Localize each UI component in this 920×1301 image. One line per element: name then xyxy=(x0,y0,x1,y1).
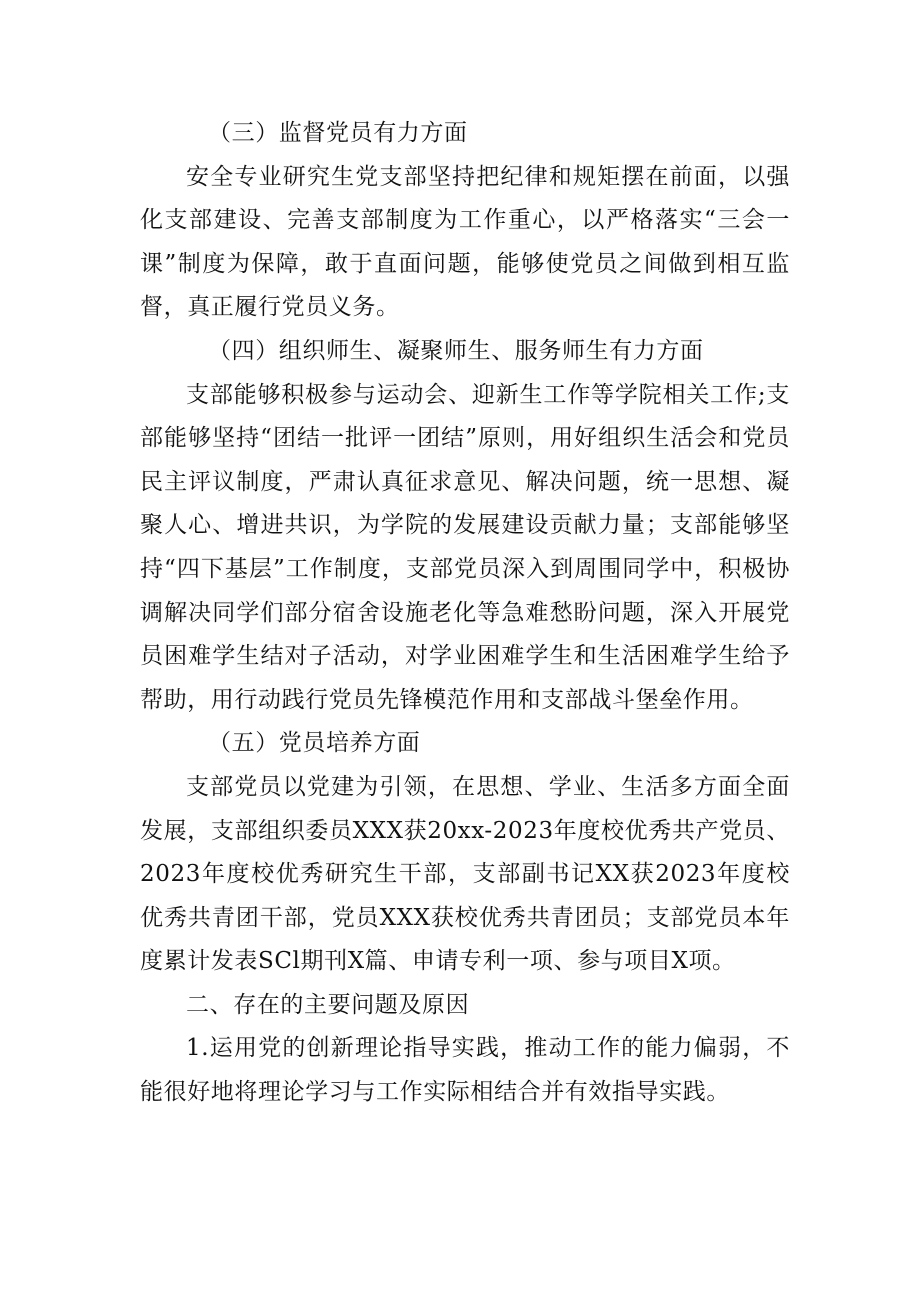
section-paragraph-organize-serve: 支部能够积极参与运动会、迎新生工作等学院相关工作;支部能够坚持“团结一批评一团结”原则，用好组织生活会和党员民主评议制度，严肃认真征求意见、解决问题，统一思想、凝聚人心、增进共识，为学院的发展建设贡献力量；支部能够坚持“四下基层”工作制度，支部党员深入到周围同学中，积极协调解决同学们部分宿舍设施老化等急难愁盼问题，深入开展党员困难学生结对子活动，对学业困难学生和生活困难学生给予帮助，用行动践行党员先锋模范作用和支部战斗堡垒作用。 xyxy=(140,381,790,713)
section-heading-supervision: （三）监督党员有力方面 xyxy=(208,120,468,146)
section-heading-organize-serve: （四）组织师生、凝聚师生、服务师生有力方面 xyxy=(208,337,704,364)
section-heading-member-training: （五）党员培养方面 xyxy=(208,730,421,757)
section-paragraph-member-training: 支部党员以党建为引领，在思想、学业、生活多方面全面发展，支部组织委员XXX获20xx-2023年度校优秀共产党员、2023年度校优秀研究生干部，支部副书记XX获2023年度校优秀共青团干部，党员XXX获校优秀共青团员；支部党员本年度累计发表SCl期刊X篇、申请专利一项、参与项目X项。 xyxy=(140,773,790,975)
section-paragraph-supervision: 安全专业研究生党支部坚持把纪律和规矩摆在前面，以强化支部建设、完善支部制度为工作重心，以严格落实“三会一课”制度为保障，敢于直面问题，能够使党员之间做到相互监督，真正履行党员义务。 xyxy=(140,163,790,321)
document-body xyxy=(140,112,790,1115)
problem-item-1: 1.运用党的创新理论指导实践，推动工作的能力偏弱，不能很好地将理论学习与工作实际相结合并有效指导实践。 xyxy=(140,1035,790,1106)
problems-heading: 二、存在的主要问题及原因 xyxy=(186,991,470,1018)
